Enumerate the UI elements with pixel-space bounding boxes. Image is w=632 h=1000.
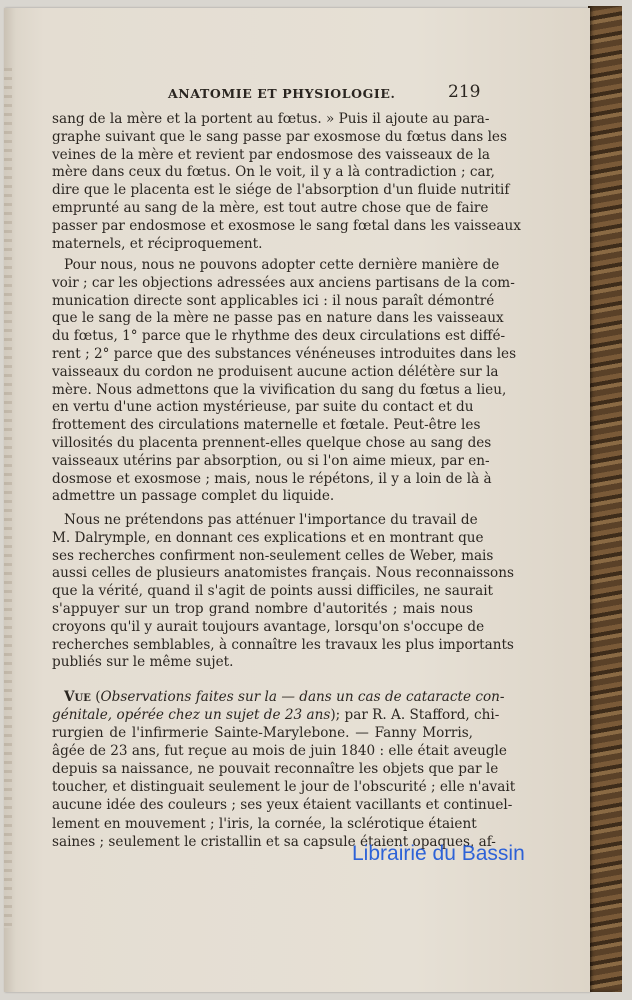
vue-line — [52, 707, 500, 724]
text-line: munication directe sont applicables ici : il nous paraît démontré — [52, 292, 495, 309]
text-line: croyons qu'il y aurait toujours avantage, lorsqu'on s'occupe de — [52, 618, 485, 635]
text-line: mère dans ceux du fœtus. On le voit, il y a là contradiction ; car, — [52, 164, 495, 181]
text-line: que le sang de la mère ne passe pas en nature dans les vaisseaux — [52, 310, 504, 327]
italic-title: Observations faites sur la — dans un cas de cataracte con- — [100, 689, 505, 705]
page-number: 219 — [448, 82, 481, 102]
vue-line: saines ; seulement le cristallin et sa capsule étaient opaques, af- — [52, 833, 496, 850]
text-line: sang de la mère et la portent au fœtus. » Puis il ajoute au para- — [52, 111, 490, 127]
vue-line: toucher, et distinguait seulement le jour de l'obscurité ; elle n'avait — [52, 779, 516, 796]
text-line: rent ; 2° parce que des substances vénéneuses introduites dans les — [52, 346, 517, 362]
text-line: dosmose et exosmose ; mais, nous le répétons, il y a loin de là à — [52, 470, 492, 487]
italic-title: génitale, opérée chez un sujet de 23 ans — [52, 707, 331, 723]
text-line: emprunté au sang de la mère, est tout autre chose que de faire — [52, 200, 489, 216]
text-line: du fœtus, 1° parce que le rhythme des deux circulations est diffé- — [52, 328, 506, 345]
text-line: vaisseaux du cordon ne produisent aucune action délétère sur la — [52, 363, 499, 380]
text-line: recherches semblables, à connaître les travaux les plus importants — [52, 636, 514, 653]
vue-line — [64, 689, 505, 706]
text-line: voir ; car les objections adressées aux anciens partisans de la com- — [52, 274, 515, 291]
text-line: que la vérité, quand il s'agit de points aussi difficiles, ne saurait — [52, 583, 494, 600]
running-title: ANATOMIE ET PHYSIOLOGIE. — [168, 86, 396, 101]
vue-line: aucune idée des couleurs ; ses yeux étaient vacillants et continuel- — [52, 797, 513, 814]
vue-line: depuis sa naissance, ne pouvait reconnaître les objets que par le — [52, 761, 499, 778]
text-line: publiés sur le même sujet. — [52, 654, 234, 671]
text-line: veines de la mère et revient par endosmose des vaisseaux de la — [52, 146, 491, 163]
watermark: Librairie du Bassin — [352, 842, 525, 865]
text-line: passer par endosmose et exosmose le sang fœtal dans les vaisseaux — [52, 217, 521, 234]
text-line: Nous ne prétendons pas atténuer l'importance du travail de — [64, 512, 478, 528]
text-line: s'appuyer sur un trop grand nombre d'autorités ; mais nous — [52, 601, 473, 617]
text-line: vaisseaux utérins par absorption, ou si l'on aime mieux, par en- — [52, 452, 490, 469]
page-edges — [4, 68, 12, 928]
text-segment: ); par R. A. Stafford, chi- — [330, 707, 500, 723]
text-line: Pour nous, nous ne pouvons adopter cette dernière manière de — [64, 257, 500, 273]
text-line: frottement des circulations maternelle et fœtale. Peut-être les — [52, 417, 481, 434]
text-segment: ( — [90, 689, 101, 705]
text-line: villosités du placenta prennent-elles quelque chose au sang des — [52, 435, 492, 451]
text-line: mère. Nous admettons que la vivification du sang du fœtus a lieu, — [52, 381, 507, 398]
text-line: ses recherches confirment non-seulement celles de Weber, mais — [52, 547, 494, 564]
text-line: aussi celles de plusieurs anatomistes français. Nous reconnaissons — [52, 565, 514, 582]
text-line: admettre un passage complet du liquide. — [52, 488, 335, 505]
text-line: graphe suivant que le sang passe par exosmose du fœtus dans les — [52, 128, 507, 145]
text-line: en vertu d'une action mystérieuse, par suite du contact et du — [52, 399, 474, 416]
text-line: dire que le placenta est le siége de l'absorption d'un fluide nutritif — [52, 182, 510, 199]
book-spine — [588, 6, 622, 992]
vue-line: rurgien de l'infirmerie Sainte-Marylebone. — Fanny Morris, — [52, 725, 473, 741]
text-line: maternels, et réciproquement. — [52, 235, 263, 252]
vue-line: lement en mouvement ; l'iris, la cornée, la sclérotique étaient — [52, 815, 477, 832]
section-heading: Vue — [64, 689, 91, 705]
vue-line: âgée de 23 ans, fut reçue au mois de juin 1840 : elle était aveugle — [52, 743, 507, 760]
text-line: M. Dalrymple, en donnant ces explications et en montrant que — [52, 529, 484, 546]
